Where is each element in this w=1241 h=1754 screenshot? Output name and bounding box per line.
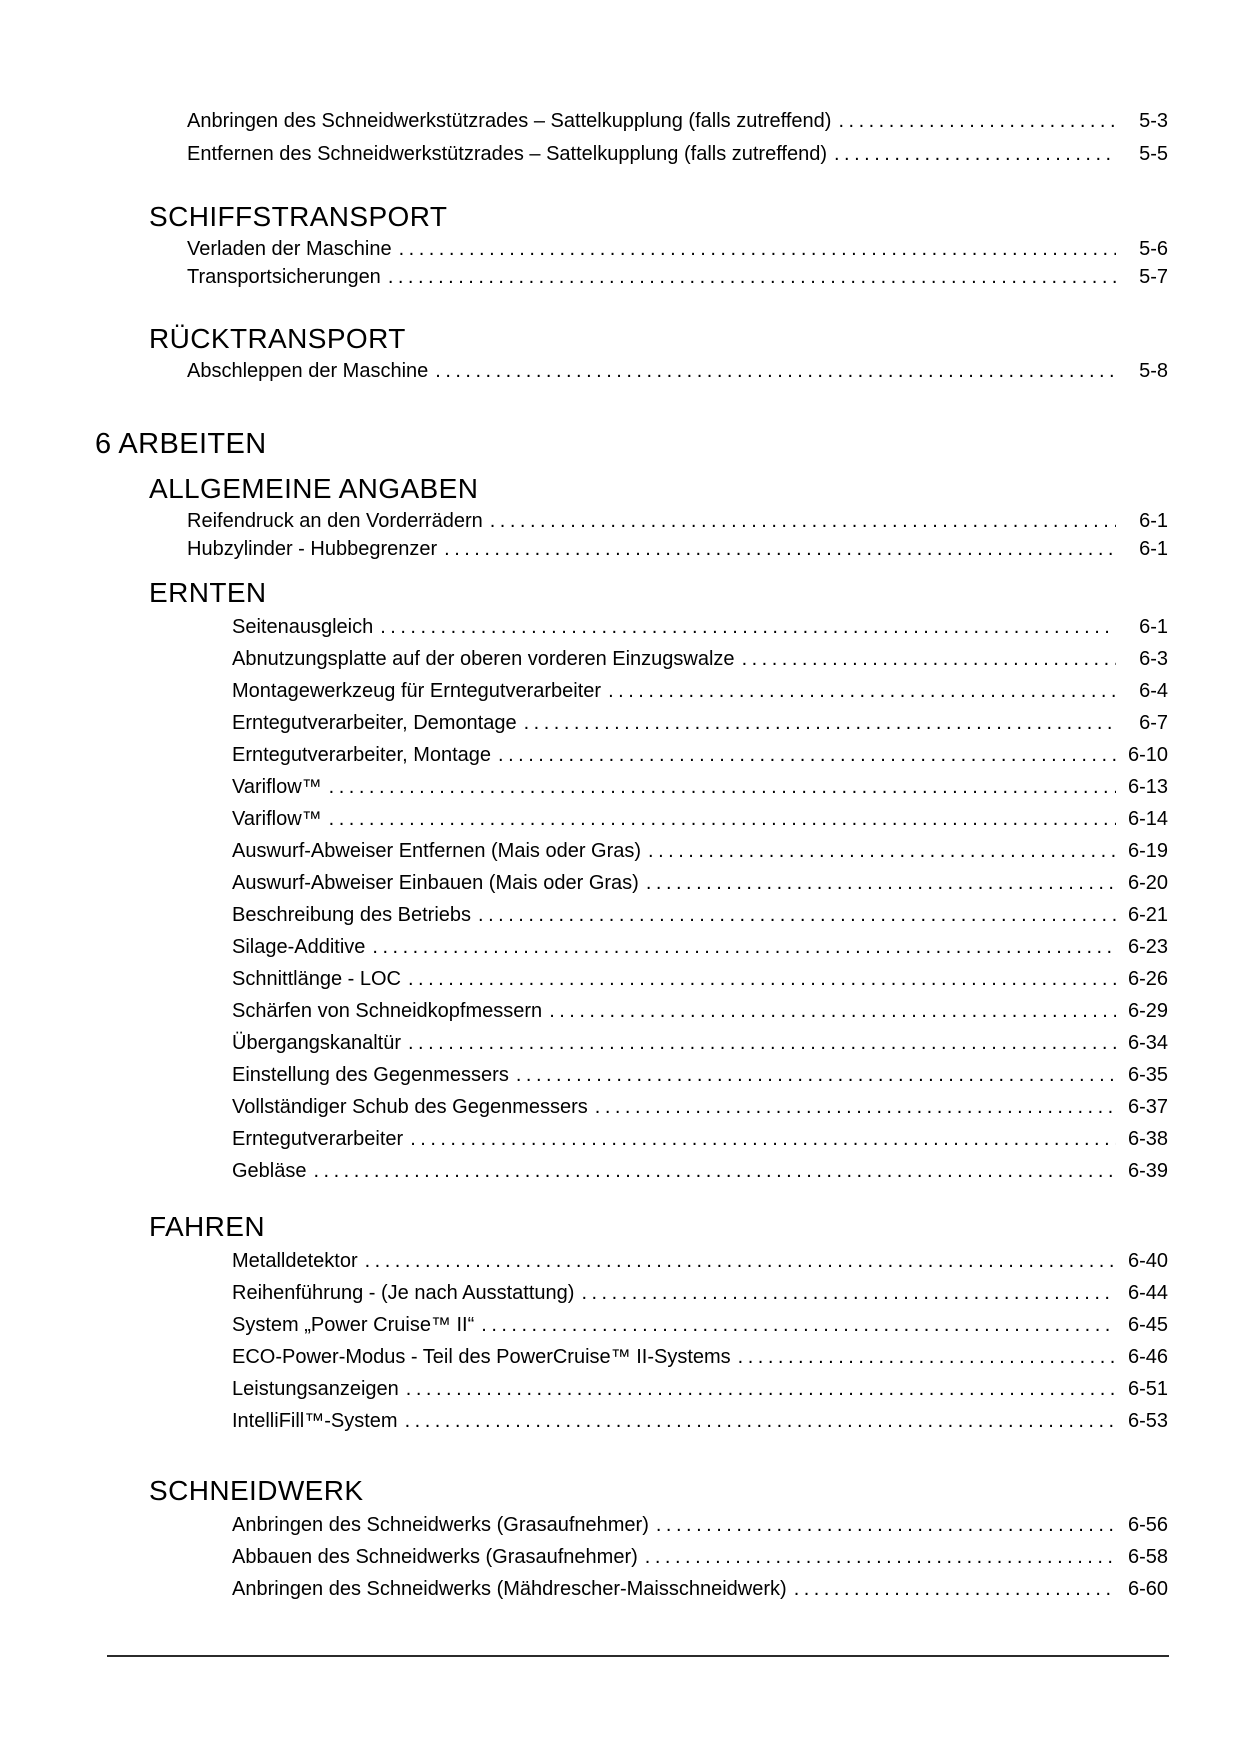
dot-leader: [481, 1309, 1116, 1341]
toc-entry[interactable]: [187, 263, 1168, 291]
dot-leader: [738, 1341, 1116, 1373]
toc-entry[interactable]: [232, 1155, 1168, 1187]
toc-section-ernten: [95, 575, 1168, 1187]
toc-entry-page: 6-37: [1127, 1096, 1168, 1118]
toc-section-allgemeine-angaben: [95, 471, 1168, 563]
dot-leader: [399, 235, 1116, 263]
section-heading: SCHNEIDWERK: [149, 1475, 364, 1506]
toc-block-continuation: [95, 105, 1168, 171]
toc-entry-page: 6-40: [1127, 1250, 1168, 1272]
toc-entry[interactable]: [187, 535, 1168, 563]
toc-section-schneidwerk: [95, 1473, 1168, 1605]
footer-rule: [107, 1655, 1169, 1657]
toc-section-ruecktransport: [95, 321, 1168, 385]
toc-entry-label: Metalldetektor: [232, 1250, 358, 1272]
toc-entry[interactable]: [187, 357, 1168, 385]
toc-entry-page: 5-6: [1139, 238, 1168, 260]
toc-entry-label: Auswurf-Abweiser Entfernen (Mais oder Gras): [232, 840, 642, 862]
toc-entry-page: 6-21: [1127, 904, 1168, 926]
toc-entry-page: 6-1: [1139, 616, 1168, 638]
toc-entry-page: 5-3: [1139, 110, 1168, 132]
section-heading: FAHREN: [149, 1211, 265, 1242]
dot-leader: [608, 675, 1116, 707]
dot-leader: [498, 739, 1116, 771]
toc-entry[interactable]: [232, 963, 1168, 995]
toc-entry-label: Variflow™: [232, 776, 322, 798]
toc-entry[interactable]: [232, 1341, 1168, 1373]
dot-leader: [490, 507, 1116, 535]
toc-entry[interactable]: [232, 643, 1168, 675]
toc-entry[interactable]: [187, 235, 1168, 263]
toc-entry-label: Abnutzungsplatte auf der oberen vorderen Einzugswalze: [232, 648, 735, 670]
toc-entry-label: Anbringen des Schneidwerks (Mähdrescher-Maisschneidwerk): [232, 1578, 787, 1600]
dot-leader: [408, 1027, 1116, 1059]
toc-entry[interactable]: [232, 1123, 1168, 1155]
toc-entry[interactable]: [232, 675, 1168, 707]
toc-entry-page: 6-7: [1139, 712, 1168, 734]
toc-entry-page: 6-4: [1139, 680, 1168, 702]
toc-entry-page: 6-23: [1127, 936, 1168, 958]
toc-entry-page: 6-51: [1127, 1378, 1168, 1400]
toc-entry[interactable]: [232, 1277, 1168, 1309]
toc-entry-label: Transportsicherungen: [187, 266, 381, 288]
toc-entry-page: 6-34: [1127, 1032, 1168, 1054]
toc-entry-page: 6-19: [1127, 840, 1168, 862]
toc-entry-label: Reifendruck an den Vorderrädern: [187, 510, 483, 532]
dot-leader: [329, 803, 1116, 835]
dot-leader: [314, 1155, 1117, 1187]
toc-entry-label: System „Power Cruise™ II“: [232, 1314, 475, 1336]
toc-entry-label: Gebläse: [232, 1160, 307, 1182]
dot-leader: [742, 643, 1116, 675]
toc-entry-page: 6-35: [1127, 1064, 1168, 1086]
toc-entry-page: 6-56: [1127, 1514, 1168, 1536]
toc-entry-page: 6-60: [1127, 1578, 1168, 1600]
toc-entry[interactable]: [232, 1245, 1168, 1277]
toc-entry-label: Anbringen des Schneidwerks (Grasaufnehmer): [232, 1514, 649, 1536]
toc-entry-label: Seitenausgleich: [232, 616, 374, 638]
toc-entry[interactable]: [232, 1091, 1168, 1123]
toc-entry[interactable]: [187, 138, 1168, 171]
toc-entry-label: Reihenführung - (Je nach Ausstattung): [232, 1282, 575, 1304]
toc-entry-page: 6-1: [1139, 510, 1168, 532]
section-heading: SCHIFFSTRANSPORT: [149, 201, 448, 232]
toc-entry[interactable]: [232, 1027, 1168, 1059]
toc-entry-label: Entfernen des Schneidwerkstützrades – Sattelkupplung (falls zutreffend): [187, 143, 827, 165]
toc-entry-label: Montagewerkzeug für Erntegutverarbeiter: [232, 680, 602, 702]
dot-leader: [834, 138, 1116, 171]
toc-entry[interactable]: [232, 867, 1168, 899]
toc-entry[interactable]: [232, 803, 1168, 835]
dot-leader: [408, 963, 1116, 995]
toc-entry-label: Leistungsanzeigen: [232, 1378, 399, 1400]
dot-leader: [794, 1573, 1116, 1605]
chapter-heading: 6 ARBEITEN: [95, 428, 267, 460]
dot-leader: [648, 835, 1116, 867]
toc-entry-label: Abbauen des Schneidwerks (Grasaufnehmer): [232, 1546, 638, 1568]
toc-entry-label: Erntegutverarbeiter, Montage: [232, 744, 492, 766]
dot-leader: [524, 707, 1116, 739]
toc-entry[interactable]: [232, 899, 1168, 931]
toc-entry[interactable]: [187, 105, 1168, 138]
toc-entry-label: Erntegutverarbeiter: [232, 1128, 404, 1150]
section-heading: RÜCKTRANSPORT: [149, 323, 406, 354]
dot-leader: [372, 931, 1116, 963]
toc-entry[interactable]: [232, 995, 1168, 1027]
toc-entry-label: Schnittlänge - LOC: [232, 968, 401, 990]
dot-leader: [838, 105, 1116, 138]
toc-entry-page: 6-39: [1127, 1160, 1168, 1182]
dot-leader: [646, 867, 1116, 899]
toc-entry[interactable]: [232, 931, 1168, 963]
toc-entry[interactable]: [232, 1373, 1168, 1405]
toc-entry-page: 6-13: [1127, 776, 1168, 798]
toc-entry-label: Anbringen des Schneidwerkstützrades – Sattelkupplung (falls zutreffend): [187, 110, 832, 132]
dot-leader: [549, 995, 1116, 1027]
toc-entry-label: Übergangskanaltür: [232, 1032, 401, 1054]
toc-entry-label: Beschreibung des Betriebs: [232, 904, 472, 926]
section-heading: ALLGEMEINE ANGABEN: [149, 473, 479, 504]
dot-leader: [478, 899, 1116, 931]
dot-leader: [435, 357, 1116, 385]
toc-entry-page: 6-10: [1127, 744, 1168, 766]
dot-leader: [595, 1091, 1116, 1123]
toc-entry[interactable]: [232, 611, 1168, 643]
toc-entry-label: Abschleppen der Maschine: [187, 360, 429, 382]
toc-entry-page: 5-5: [1139, 143, 1168, 165]
dot-leader: [388, 263, 1116, 291]
toc-entry[interactable]: [232, 771, 1168, 803]
dot-leader: [365, 1245, 1116, 1277]
dot-leader: [645, 1541, 1116, 1573]
toc-entry-page: 6-53: [1127, 1410, 1168, 1432]
dot-leader: [406, 1373, 1116, 1405]
toc-entry-label: Erntegutverarbeiter, Demontage: [232, 712, 517, 734]
toc-entry-page: 6-46: [1127, 1346, 1168, 1368]
toc-entry-label: IntelliFill™-System: [232, 1410, 398, 1432]
toc-entry-page: 6-58: [1127, 1546, 1168, 1568]
toc-entry[interactable]: [232, 739, 1168, 771]
toc-entry-page: 6-14: [1127, 808, 1168, 830]
toc-entry-label: Schärfen von Schneidkopfmessern: [232, 1000, 543, 1022]
section-heading: ERNTEN: [149, 577, 267, 608]
toc-entry-page: 6-45: [1127, 1314, 1168, 1336]
toc-entry[interactable]: [232, 1541, 1168, 1573]
toc-entry-page: 6-3: [1139, 648, 1168, 670]
dot-leader: [581, 1277, 1116, 1309]
toc-entry-label: Variflow™: [232, 808, 322, 830]
toc-entry-page: 6-29: [1127, 1000, 1168, 1022]
toc-entry-label: Silage-Additive: [232, 936, 366, 958]
toc-entry[interactable]: [232, 707, 1168, 739]
toc-entry[interactable]: [232, 1573, 1168, 1605]
toc-entry[interactable]: [187, 507, 1168, 535]
dot-leader: [380, 611, 1116, 643]
toc-entry-label: Vollständiger Schub des Gegenmessers: [232, 1096, 588, 1118]
toc-entry[interactable]: [232, 1405, 1168, 1437]
toc-entry-page: 5-8: [1139, 360, 1168, 382]
dot-leader: [410, 1123, 1116, 1155]
toc-entry-label: ECO-Power-Modus - Teil des PowerCruise™ II-Systems: [232, 1346, 731, 1368]
toc-entry[interactable]: [232, 1059, 1168, 1091]
toc-entry-page: 6-44: [1127, 1282, 1168, 1304]
dot-leader: [516, 1059, 1116, 1091]
toc-entry-label: Hubzylinder - Hubbegrenzer: [187, 538, 438, 560]
toc-entry[interactable]: [232, 835, 1168, 867]
toc-section-schiffstransport: [95, 199, 1168, 291]
dot-leader: [405, 1405, 1116, 1437]
toc-entry-page: 5-7: [1139, 266, 1168, 288]
toc-entry-page: 6-20: [1127, 872, 1168, 894]
toc-entry[interactable]: [232, 1309, 1168, 1341]
toc-entry-label: Auswurf-Abweiser Einbauen (Mais oder Gras): [232, 872, 639, 894]
toc-entry[interactable]: [232, 1509, 1168, 1541]
dot-leader: [656, 1509, 1116, 1541]
toc-entry-page: 6-26: [1127, 968, 1168, 990]
dot-leader: [329, 771, 1116, 803]
toc-entry-page: 6-1: [1139, 538, 1168, 560]
toc-entry-label: Einstellung des Gegenmessers: [232, 1064, 509, 1086]
toc-entry-page: 6-38: [1127, 1128, 1168, 1150]
toc-entry-label: Verladen der Maschine: [187, 238, 392, 260]
toc-section-fahren: [95, 1209, 1168, 1437]
dot-leader: [444, 535, 1116, 563]
